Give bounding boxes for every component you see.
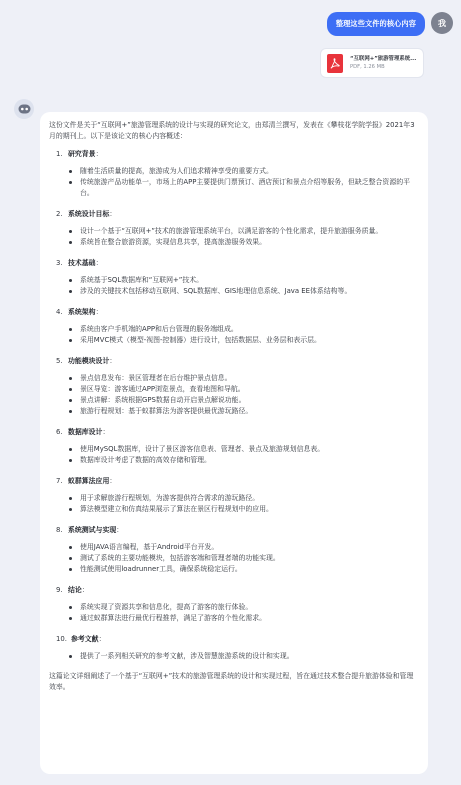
section-heading	[49, 525, 419, 536]
bullet-point: 景点讲解：系统根据GPS数据自动开启景点解说功能。	[49, 395, 419, 406]
section-number: 5.	[56, 357, 63, 365]
bullet-point: 系统旨在整合旅游资源，实现信息共享，提高旅游服务效果。	[49, 237, 419, 248]
section-title: 参考文献	[71, 635, 99, 643]
summary-section	[49, 525, 419, 575]
assistant-avatar-icon	[14, 99, 34, 119]
summary-section	[49, 634, 419, 662]
section-number: 7.	[56, 477, 63, 485]
bullet-point: 算法模型建立和仿真结果展示了算法在景区行程规划中的应用。	[49, 504, 419, 515]
section-colon: ：	[116, 526, 124, 534]
section-points	[49, 166, 419, 199]
section-heading	[49, 476, 419, 487]
user-message-bubble: 整理这些文件的核心内容	[327, 12, 425, 36]
answer-outro: 这篇论文详细阐述了一个基于“互联网+”技术的旅游管理系统的设计和实现过程，旨在通过技术整合提升旅游体验和管理效率。	[49, 672, 414, 691]
summary-section	[49, 427, 419, 466]
section-points	[49, 373, 419, 417]
bullet-point: 景点信息发布：景区管理者在后台维护景点信息。	[49, 373, 419, 384]
bullet-point: 采用MVC模式（模型-视图-控制器）进行设计，包括数据层、业务层和表示层。	[49, 335, 419, 346]
attached-file-card[interactable]	[320, 48, 424, 78]
pdf-icon	[327, 54, 343, 73]
section-number: 8.	[56, 526, 63, 534]
section-colon: ：	[81, 586, 89, 594]
section-colon: ：	[95, 259, 103, 267]
section-heading	[49, 209, 419, 220]
section-number: 9.	[56, 586, 63, 594]
assistant-answer	[40, 112, 428, 774]
bullet-point: 传统旅游产品功能单一，市场上的APP主要提供门票预订、酒店预订和景点介绍等服务，但缺乏整合资源的平台。	[49, 177, 419, 199]
summary-section	[49, 209, 419, 248]
summary-section	[49, 585, 419, 624]
bullet-point: 数据库设计考虑了数据的高效存储和管理。	[49, 455, 419, 466]
section-points	[49, 324, 419, 346]
section-heading	[49, 149, 419, 160]
user-avatar: 我	[431, 12, 453, 34]
section-heading	[49, 634, 419, 645]
section-colon: ：	[95, 150, 103, 158]
section-points	[49, 226, 419, 248]
section-number: 10.	[56, 635, 67, 643]
summary-sections	[49, 149, 419, 662]
summary-section	[49, 307, 419, 346]
section-points	[49, 602, 419, 624]
section-points	[49, 444, 419, 466]
bullet-point: 测试了系统的主要功能模块，包括游客端和管理者端的功能实现。	[49, 553, 419, 564]
bullet-point: 随着生活质量的提高，旅游成为人们追求精神享受的重要方式。	[49, 166, 419, 177]
section-colon: ：	[98, 635, 106, 643]
section-points	[49, 275, 419, 297]
section-title: 技术基础	[68, 259, 96, 267]
section-colon: ：	[109, 357, 117, 365]
section-number: 1.	[56, 150, 63, 158]
section-heading	[49, 585, 419, 596]
section-heading	[49, 356, 419, 367]
bullet-point: 旅游行程规划：基于蚁群算法为游客提供最优游玩路径。	[49, 406, 419, 417]
bullet-point: 景区导览：游客通过APP浏览景点，查看地图和导航。	[49, 384, 419, 395]
bullet-point: 提供了一系列相关研究的参考文献，涉及智慧旅游系统的设计和实现。	[49, 651, 419, 662]
section-title: 系统设计目标	[68, 210, 110, 218]
section-number: 2.	[56, 210, 63, 218]
bullet-point: 系统实现了资源共享和信息化，提高了游客的旅行体验。	[49, 602, 419, 613]
summary-section	[49, 149, 419, 199]
section-colon: ：	[102, 428, 110, 436]
section-heading	[49, 307, 419, 318]
section-title: 结论	[68, 586, 82, 594]
section-title: 功能模块设计	[68, 357, 110, 365]
summary-section	[49, 356, 419, 417]
section-points	[49, 493, 419, 515]
bullet-point: 通过蚁群算法进行最优行程推荐，满足了游客的个性化需求。	[49, 613, 419, 624]
summary-section	[49, 258, 419, 297]
section-colon: ：	[95, 308, 103, 316]
section-points	[49, 651, 419, 662]
answer-intro: 这份文件是关于“互联网+”旅游管理系统的设计与实现的研究论文，由郑清兰撰写，发表在《攀枝花学院学报》2021年3月的期刊上。以下是该论文的核心内容概述：	[49, 121, 415, 140]
section-heading	[49, 258, 419, 269]
section-colon: ：	[109, 210, 117, 218]
section-title: 蚁群算法应用	[68, 477, 110, 485]
user-message-row	[327, 12, 453, 36]
bullet-point: 使用JAVA语言编程，基于Android平台开发。	[49, 542, 419, 553]
section-number: 3.	[56, 259, 63, 267]
file-meta: PDF, 1.26 MB	[350, 63, 385, 70]
section-number: 6.	[56, 428, 63, 436]
section-colon: ：	[109, 477, 117, 485]
section-title: 研究背景	[68, 150, 96, 158]
bullet-point: 系统由客户手机端的APP和后台管理的服务端组成。	[49, 324, 419, 335]
section-title: 系统测试与实现	[68, 526, 117, 534]
bullet-point: 系统基于SQL数据库和“互联网+”技术。	[49, 275, 419, 286]
section-title: 数据库设计	[68, 428, 103, 436]
bullet-point: 性能测试使用loadrunner工具，确保系统稳定运行。	[49, 564, 419, 575]
bullet-point: 设计一个基于“互联网+”技术的旅游管理系统平台，以满足游客的个性化需求，提升旅游服务质量。	[49, 226, 419, 237]
section-number: 4.	[56, 308, 63, 316]
bullet-point: 使用MySQL数据库，设计了景区游客信息表、管理者、景点及旅游规划信息表。	[49, 444, 419, 455]
summary-section	[49, 476, 419, 515]
bullet-point: 用于求解旅游行程规划，为游客提供符合需求的游玩路径。	[49, 493, 419, 504]
section-title: 系统架构	[68, 308, 96, 316]
section-points	[49, 542, 419, 575]
section-heading	[49, 427, 419, 438]
file-name: “互联网+”旅游管理系统...	[350, 55, 417, 62]
bullet-point: 涉及的关键技术包括移动互联网、SQL数据库、GIS地理信息系统、Java EE体系结构等。	[49, 286, 419, 297]
